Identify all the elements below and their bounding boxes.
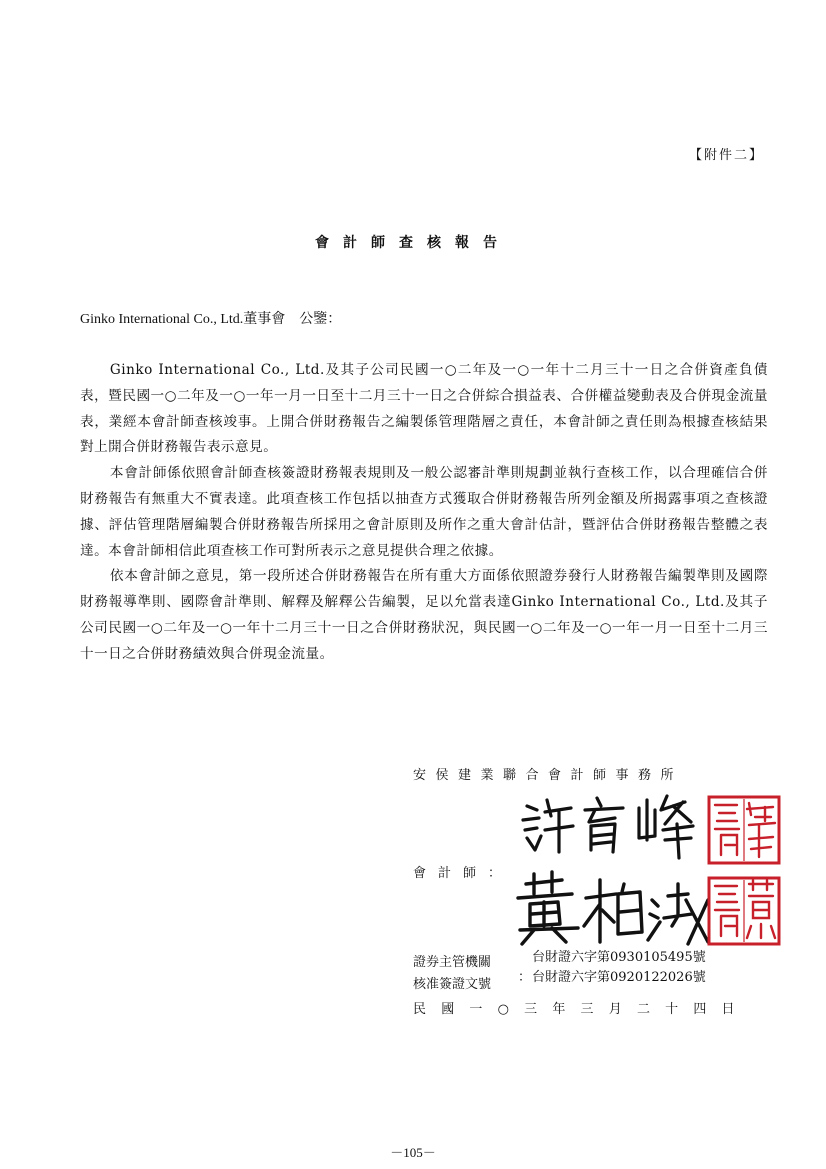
registration-value-2: 台財證六字第0920122026號 [532,970,706,985]
registration-label-line-1: 證券主管機關 [413,955,492,970]
paragraph-3: 依本會計師之意見，第一段所述合併財務報告在所有重大方面係依照證券發行人財務報告編製準則及國際財務報導準則、國際會計準則、解釋及解釋公告編製，足以允當表達Ginko International Co., Ltd.及其子公司民國一○二年及一○一年十二月三十一日之合併財務狀況，與民國一○二年及一○一年一月一日至十二月三十一日之合併財務績效與合併現金流量。 [80,568,768,662]
registration-labels [413,952,491,996]
firm-name: 安侯建業聯合會計師事務所 [413,768,684,783]
attachment-label: 【附件二】 [688,148,764,163]
report-body [80,358,768,668]
registration-values [532,948,706,988]
paragraph-2: 本會計師係依照會計師查核簽證財務報表規則及一般公認審計準則規劃並執行查核工作，以合理確信合併財務報告有無重大不實表達。此項查核工作包括以抽查方式獲取合併財務報告所列金額及所揭露事項之查核證據、評估管理階層編製合併財務報告所採用之會計原則及所作之重大會計估計，暨評估合併財務報告整體之表達。本會計師相信此項查核工作可對所表示之意見提供合理之依據。 [80,465,768,559]
paragraph-1: Ginko International Co., Ltd.及其子公司民國一○二年及一○一年十二月三十一日之合併資產負債表，暨民國一○二年及一○一年一月一日至十二月三十一日之合併綜合損益表、合併權益變動表及合併現金流量表，業經本會計師查核竣事。上開合併財務報告之編製係管理階層之責任，本會計師之責任則為根據查核結果對上開合併財務報告表示意見。 [80,362,768,456]
report-date: 民國一○三年三月二十四日 [413,1002,750,1017]
registration-label-line-2: 核准簽證文號 [413,977,492,992]
page-number: －105－ [390,1145,436,1160]
registration-colon: ： [518,970,532,985]
report-title: 會計師查核報告 [315,235,511,251]
seal-2 [707,876,781,946]
addressee: Ginko International Co., Ltd.董事會 公鑒： [80,312,342,327]
seal-1 [707,795,781,865]
registration-value-1: 台財證六字第0930105495號 [532,950,706,965]
cpa-label: 會計師： [413,866,514,881]
signature-2 [512,870,712,950]
signature-1 [515,788,701,860]
